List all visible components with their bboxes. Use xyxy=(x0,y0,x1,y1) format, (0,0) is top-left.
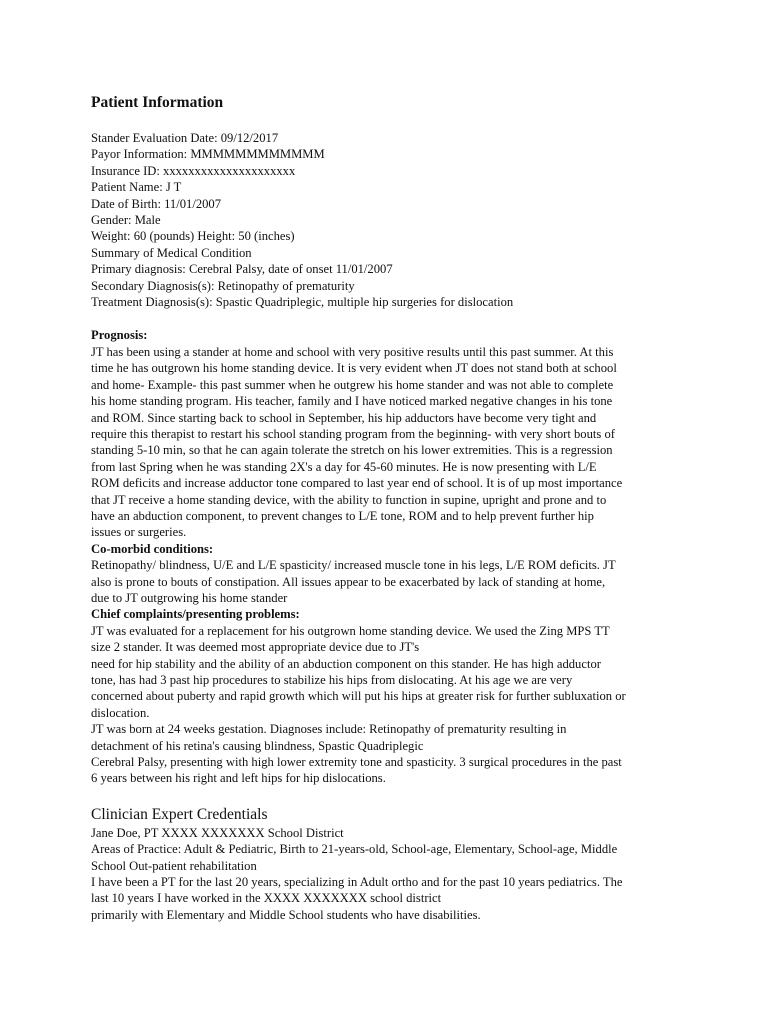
payor-information: Payor Information: MMMMMMMMMMMM xyxy=(91,147,325,162)
prognosis-line: standing 5-10 min, so that he can again tolerate the stretch on his lower extremities. This is a regression xyxy=(91,443,613,458)
chief-complaints-line: detachment of his retina's causing blindness, Spastic Quadriplegic xyxy=(91,738,424,753)
patient-name: Patient Name: J T xyxy=(91,180,182,195)
chief-complaints-line: 6 years between his right and left hips for hip dislocations. xyxy=(91,771,386,786)
credentials-line: I have been a PT for the last 20 years, specializing in Adult ortho and for the past 10 years pediatrics. The xyxy=(91,875,623,890)
prognosis-line: JT has been using a stander at home and school with very positive results until this past summer. At this xyxy=(91,344,614,359)
chief-complaints-line: Cerebral Palsy, presenting with high lower extremity tone and spasticity. 3 surgical procedures in the past xyxy=(91,755,622,770)
weight-height: Weight: 60 (pounds) Height: 50 (inches) xyxy=(91,229,295,244)
prognosis-line: issues or surgeries. xyxy=(91,525,187,540)
credentials-line: primarily with Elementary and Middle School students who have disabilities. xyxy=(91,907,481,922)
comorbid-line: Retinopathy/ blindness, U/E and L/E spasticity/ increased muscle tone in his legs, L/E ROM deficits. JT xyxy=(91,558,616,573)
credentials-line: Areas of Practice: Adult & Pediatric, Birth to 21-years-old, School-age, Elementary, School-age, Middle xyxy=(91,842,618,857)
date-of-birth: Date of Birth: 11/01/2007 xyxy=(91,196,222,211)
prognosis-section xyxy=(91,327,683,540)
primary-diagnosis: Primary diagnosis: Cerebral Palsy, date of onset 11/01/2007 xyxy=(91,262,393,277)
chief-complaints-section xyxy=(91,606,683,786)
prognosis-line: require this therapist to restart his school standing program from the beginning- with very short bouts of xyxy=(91,426,615,441)
chief-complaints-heading: Chief complaints/presenting problems: xyxy=(91,607,300,622)
credentials-title: Clinician Expert Credentials xyxy=(91,805,268,823)
comorbid-section xyxy=(91,541,683,607)
treatment-diagnosis: Treatment Diagnosis(s): Spastic Quadriplegic, multiple hip surgeries for dislocation xyxy=(91,295,514,310)
prognosis-line: and ROM. Since starting back to school in September, his hip adductors have become very tight and xyxy=(91,410,597,425)
patient-info-block xyxy=(91,130,683,310)
comorbid-heading: Co-morbid conditions: xyxy=(91,541,214,556)
chief-complaints-line: size 2 stander. It was deemed most appropriate device due to JT's xyxy=(91,640,420,655)
credentials-line: School Out-patient rehabilitation xyxy=(91,858,257,873)
secondary-diagnosis: Secondary Diagnosis(s): Retinopathy of prematurity xyxy=(91,278,355,293)
chief-complaints-line: dislocation. xyxy=(91,705,150,720)
chief-complaints-line: JT was evaluated for a replacement for his outgrown home standing device. We used the Zing MPS TT xyxy=(91,623,610,638)
prognosis-line: time he has outgrown his home standing device. It is very evident when JT does not stand both at school xyxy=(91,361,617,376)
chief-complaints-line: tone, has had 3 past hip procedures to stabilize his hips from dislocating. At his age we are very xyxy=(91,673,573,687)
document-page xyxy=(91,93,683,923)
prognosis-line: from last Spring when he was standing 2X's a day for 45-60 minutes. He is now presenting with L/E xyxy=(91,459,597,474)
patient-information-title: Patient Information xyxy=(91,94,224,111)
chief-complaints-line: JT was born at 24 weeks gestation. Diagnoses include: Retinopathy of prematurity resulting in xyxy=(91,722,567,737)
chief-complaints-line: need for hip stability and the ability of an abduction component on this stander. He has high adductor xyxy=(91,656,601,671)
prognosis-line: ROM deficits and increase adductor tone compared to last year end of school. It is of up most importance xyxy=(91,476,623,491)
prognosis-line: have an abduction component, to prevent changes to L/E tone, ROM and to help prevent further hip xyxy=(91,508,594,523)
credentials-line: Jane Doe, PT XXXX XXXXXXX School District xyxy=(91,825,344,840)
comorbid-line: also is prone to bouts of constipation. All issues appear to be exacerbated by lack of standing at home, xyxy=(91,574,606,589)
credentials-line: last 10 years I have worked in the XXXX XXXXXXX school district xyxy=(91,891,442,906)
comorbid-line: due to JT outgrowing his home stander xyxy=(91,590,288,605)
prognosis-heading: Prognosis: xyxy=(91,328,148,343)
summary-heading: Summary of Medical Condition xyxy=(91,245,252,260)
evaluation-date: Stander Evaluation Date: 09/12/2017 xyxy=(91,131,279,145)
prognosis-line: and home- Example- this past summer when he outgrew his home stander and was not able to complete xyxy=(91,377,614,392)
prognosis-line: his home standing program. His teacher, family and I have noticed marked negative changes in his tone xyxy=(91,394,613,409)
chief-complaints-line: concerned about puberty and rapid growth which will put his hips at greater risk for further subluxation or xyxy=(91,689,626,704)
gender: Gender: Male xyxy=(91,213,161,228)
prognosis-line: that JT receive a home standing device, with the ability to function in supine, upright and prone and to xyxy=(91,492,607,507)
insurance-id: Insurance ID: xxxxxxxxxxxxxxxxxxxxx xyxy=(91,163,296,178)
credentials-section xyxy=(91,805,683,923)
